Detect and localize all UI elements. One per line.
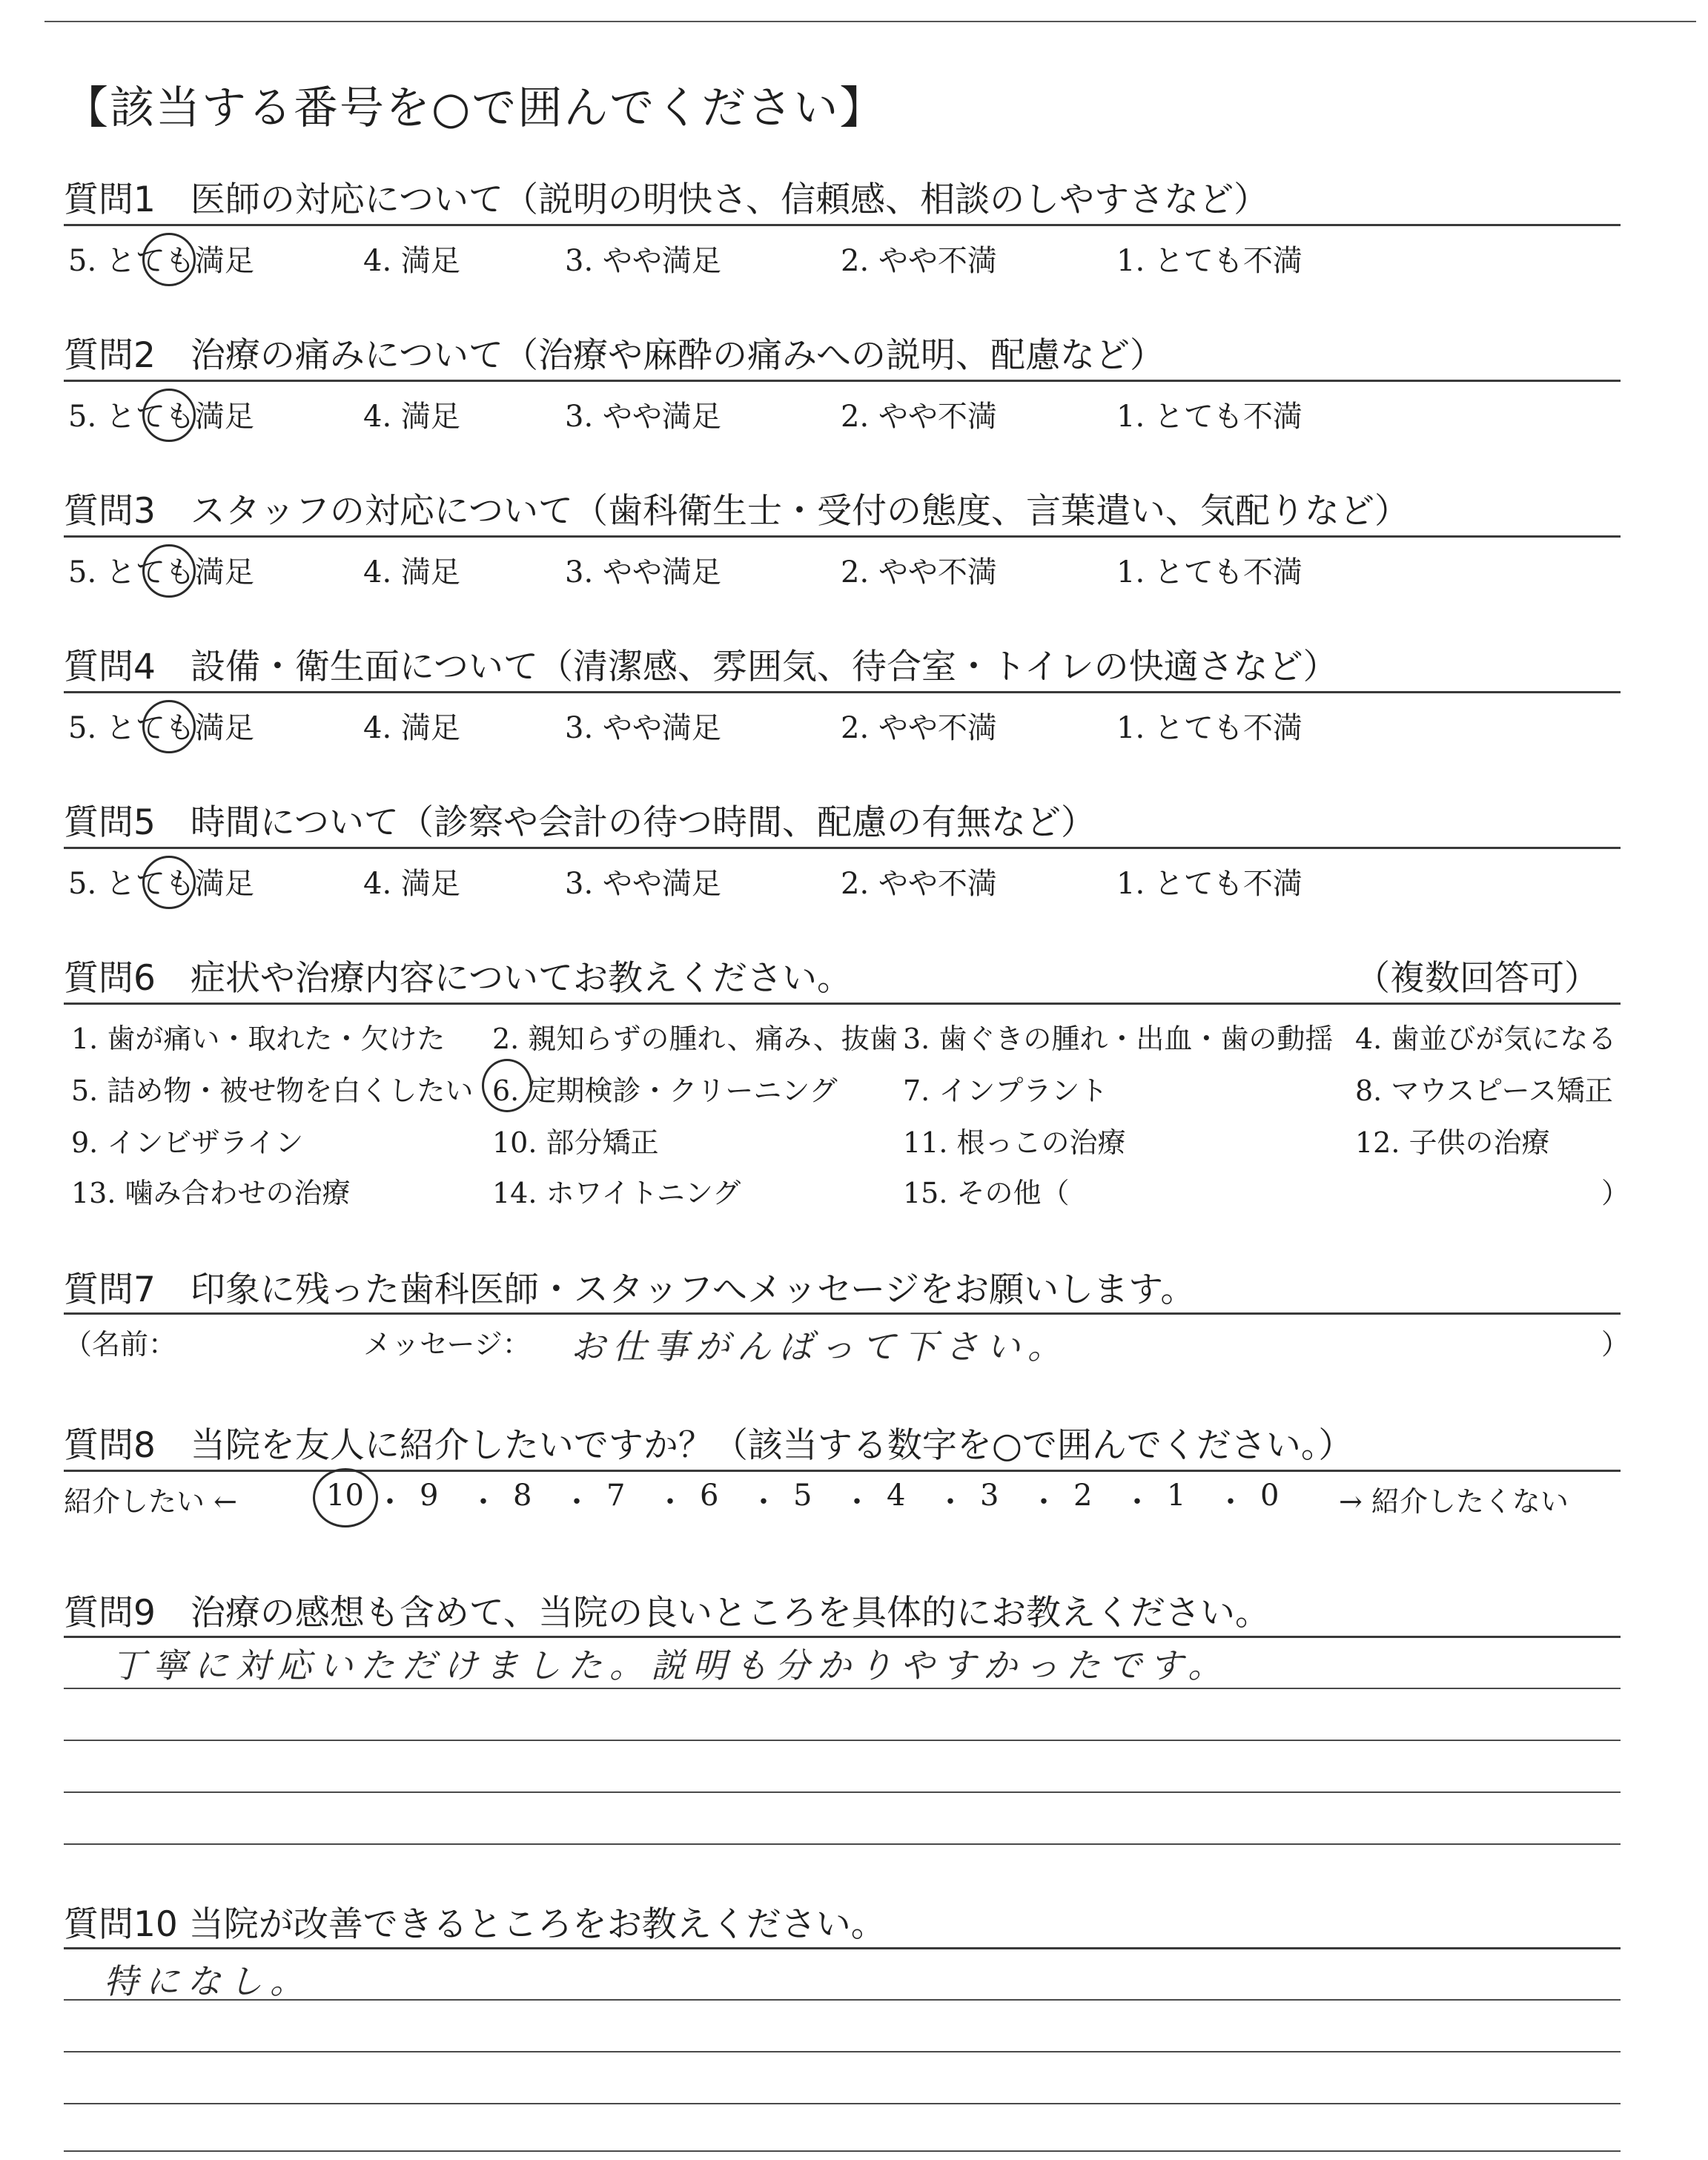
q8-scale-separator: ・ [375, 1485, 405, 1519]
q1-rule [64, 224, 1621, 226]
q8-scale-8[interactable]: 8 [513, 1479, 532, 1513]
q1-option-5[interactable]: 5. とても満足 [68, 244, 254, 278]
q6-option-12[interactable]: 12. 子供の治療 [1355, 1126, 1550, 1159]
q3-option-4[interactable]: 4. 満足 [363, 555, 460, 589]
q4-option-2[interactable]: 2. やや不満 [841, 711, 997, 745]
q5-title: 質問5 時間について（診察や会計の待つ時間、配慮の有無など） [64, 802, 1096, 843]
q6-option-3[interactable]: 3. 歯ぐきの腫れ・出血・歯の動揺 [903, 1023, 1334, 1055]
q3-option-2[interactable]: 2. やや不満 [841, 555, 997, 589]
q8-scale-separator: ・ [469, 1485, 498, 1519]
q6-option-6[interactable]: 6. 定期検診・クリーニング [492, 1074, 838, 1107]
q1-option-1[interactable]: 1. とても不満 [1116, 244, 1302, 278]
q3-option-1[interactable]: 1. とても不満 [1116, 555, 1302, 589]
q6-option-9[interactable]: 9. インビザライン [71, 1126, 304, 1159]
q4-option-1[interactable]: 1. とても不満 [1116, 711, 1302, 745]
q10-line-1 [64, 1999, 1621, 2001]
q8-scale-7[interactable]: 7 [606, 1479, 626, 1513]
q4-option-4[interactable]: 4. 満足 [363, 711, 460, 745]
q6-option-11[interactable]: 11. 根っこの治療 [903, 1126, 1126, 1159]
q10-line-3 [64, 2103, 1621, 2104]
q10-line-2 [64, 2051, 1621, 2052]
q8-scale-9[interactable]: 9 [420, 1479, 439, 1513]
q8-rule [64, 1470, 1621, 1472]
q9-title: 質問9 治療の感想も含めて、当院の良いところを具体的にお教えください。 [64, 1593, 1270, 1634]
q8-scale-separator: ・ [1029, 1485, 1059, 1519]
q6-option-14[interactable]: 14. ホワイトニング [492, 1177, 741, 1209]
q2-selection-circle [142, 389, 196, 442]
q8-scale-6[interactable]: 6 [700, 1479, 719, 1513]
q8-scale-separator: ・ [1216, 1485, 1245, 1519]
top-edge-rule [44, 21, 1696, 22]
q10-line-4 [64, 2150, 1621, 2152]
q9-line-1 [64, 1688, 1621, 1689]
q2-option-3[interactable]: 3. やや満足 [565, 400, 721, 434]
q7-name-label: （名前： [64, 1328, 177, 1361]
q2-option-4[interactable]: 4. 満足 [363, 400, 460, 434]
q1-option-2[interactable]: 2. やや不満 [841, 244, 997, 278]
q8-scale-separator: ・ [842, 1485, 872, 1519]
q10-answer-handwritten[interactable]: 特になし。 [104, 1961, 311, 2001]
q9-answer-handwritten[interactable]: 丁寧に対応いただけました。説明も分かりやすかったです。 [111, 1645, 1230, 1685]
q5-rule [64, 847, 1621, 849]
q2-option-5[interactable]: 5. とても満足 [68, 400, 254, 434]
q7-title: 質問7 印象に残った歯科医師・スタッフへメッセージをお願いします。 [64, 1269, 1196, 1310]
q9-line-2 [64, 1740, 1621, 1741]
q6-selection-circle [482, 1059, 532, 1112]
q8-title: 質問8 当院を友人に紹介したいですか？（該当する数字を○で囲んでください。） [64, 1425, 1354, 1466]
q4-option-5[interactable]: 5. とても満足 [68, 711, 254, 745]
q8-scale-10[interactable]: 10 [326, 1479, 364, 1513]
q7-message-handwritten[interactable]: お仕事がんばって下さい。 [571, 1327, 1069, 1367]
q2-option-2[interactable]: 2. やや不満 [841, 400, 997, 434]
q1-option-3[interactable]: 3. やや満足 [565, 244, 721, 278]
q3-title: 質問3 スタッフの対応について（歯科衛生士・受付の態度、言葉遣い、気配りなど） [64, 491, 1409, 532]
q6-option-8[interactable]: 8. マウスピース矯正 [1355, 1074, 1613, 1107]
q4-title: 質問4 設備・衛生面について（清潔感、雰囲気、待合室・トイレの快適さなど） [64, 647, 1338, 687]
q8-scale-1[interactable]: 1 [1167, 1479, 1186, 1513]
q2-rule [64, 380, 1621, 382]
q8-scale-separator: ・ [562, 1485, 592, 1519]
q4-option-3[interactable]: 3. やや満足 [565, 711, 721, 745]
q7-message-label: メッセージ： [363, 1328, 531, 1361]
q7-rule [64, 1312, 1621, 1315]
q8-scale-3[interactable]: 3 [980, 1479, 999, 1513]
q6-other-close: ） [1601, 1177, 1630, 1209]
q6-option-15[interactable]: 15. その他（ [903, 1177, 1070, 1209]
q6-option-1[interactable]: 1. 歯が痛い・取れた・欠けた [71, 1023, 446, 1055]
q5-option-4[interactable]: 4. 満足 [363, 867, 460, 901]
q8-scale-2[interactable]: 2 [1073, 1479, 1093, 1513]
q8-scale-4[interactable]: 4 [887, 1479, 906, 1513]
q5-option-3[interactable]: 3. やや満足 [565, 867, 721, 901]
q10-title: 質問10 当院が改善できるところをお教えください。 [64, 1904, 886, 1945]
q8-scale-0[interactable]: 0 [1260, 1479, 1280, 1513]
q3-selection-circle [142, 544, 196, 598]
q3-option-3[interactable]: 3. やや満足 [565, 555, 721, 589]
q3-option-5[interactable]: 5. とても満足 [68, 555, 254, 589]
q9-rule [64, 1636, 1621, 1638]
q4-rule [64, 691, 1621, 693]
q6-title: 質問6 症状や治療内容についてお教えください。 [64, 958, 852, 999]
q1-selection-circle [142, 233, 196, 286]
q5-selection-circle [142, 856, 196, 909]
q8-scale-separator: ・ [655, 1485, 685, 1519]
q8-left-label: 紹介したい ← [64, 1485, 237, 1518]
q8-right-label: → 紹介したくない [1339, 1485, 1569, 1518]
q5-option-5[interactable]: 5. とても満足 [68, 867, 254, 901]
q10-rule [64, 1947, 1621, 1949]
q6-rule [64, 1003, 1621, 1005]
q5-option-1[interactable]: 1. とても不満 [1116, 867, 1302, 901]
q8-scale-separator: ・ [1122, 1485, 1152, 1519]
q2-option-1[interactable]: 1. とても不満 [1116, 400, 1302, 434]
q1-option-4[interactable]: 4. 満足 [363, 244, 460, 278]
q6-option-13[interactable]: 13. 噛み合わせの治療 [71, 1177, 351, 1209]
q5-option-2[interactable]: 2. やや不満 [841, 867, 997, 901]
q7-close-paren: ） [1601, 1328, 1630, 1361]
q1-title: 質問1 医師の対応について（説明の明快さ、信頼感、相談のしやすさなど） [64, 179, 1269, 220]
q6-option-7[interactable]: 7. インプラント [903, 1074, 1108, 1107]
q3-rule [64, 535, 1621, 538]
q6-option-2[interactable]: 2. 親知らずの腫れ、痛み、抜歯 [492, 1023, 898, 1055]
q4-selection-circle [142, 700, 196, 753]
q8-scale-5[interactable]: 5 [793, 1479, 812, 1513]
q6-option-5[interactable]: 5. 詰め物・被せ物を白くしたい [71, 1074, 474, 1107]
q2-title: 質問2 治療の痛みについて（治療や麻酔の痛みへの説明、配慮など） [64, 335, 1165, 376]
q6-option-4[interactable]: 4. 歯並びが気になる [1355, 1023, 1617, 1055]
q9-line-4 [64, 1843, 1621, 1845]
q6-option-10[interactable]: 10. 部分矯正 [492, 1126, 659, 1159]
q9-line-3 [64, 1791, 1621, 1793]
q8-scale-separator: ・ [749, 1485, 778, 1519]
q8-selection-circle [313, 1468, 378, 1527]
q6-multiple-note: （複数回答可） [1355, 958, 1599, 999]
q8-scale-separator: ・ [936, 1485, 965, 1519]
page-heading: 【該当する番号を○で囲んでください】 [64, 82, 886, 134]
